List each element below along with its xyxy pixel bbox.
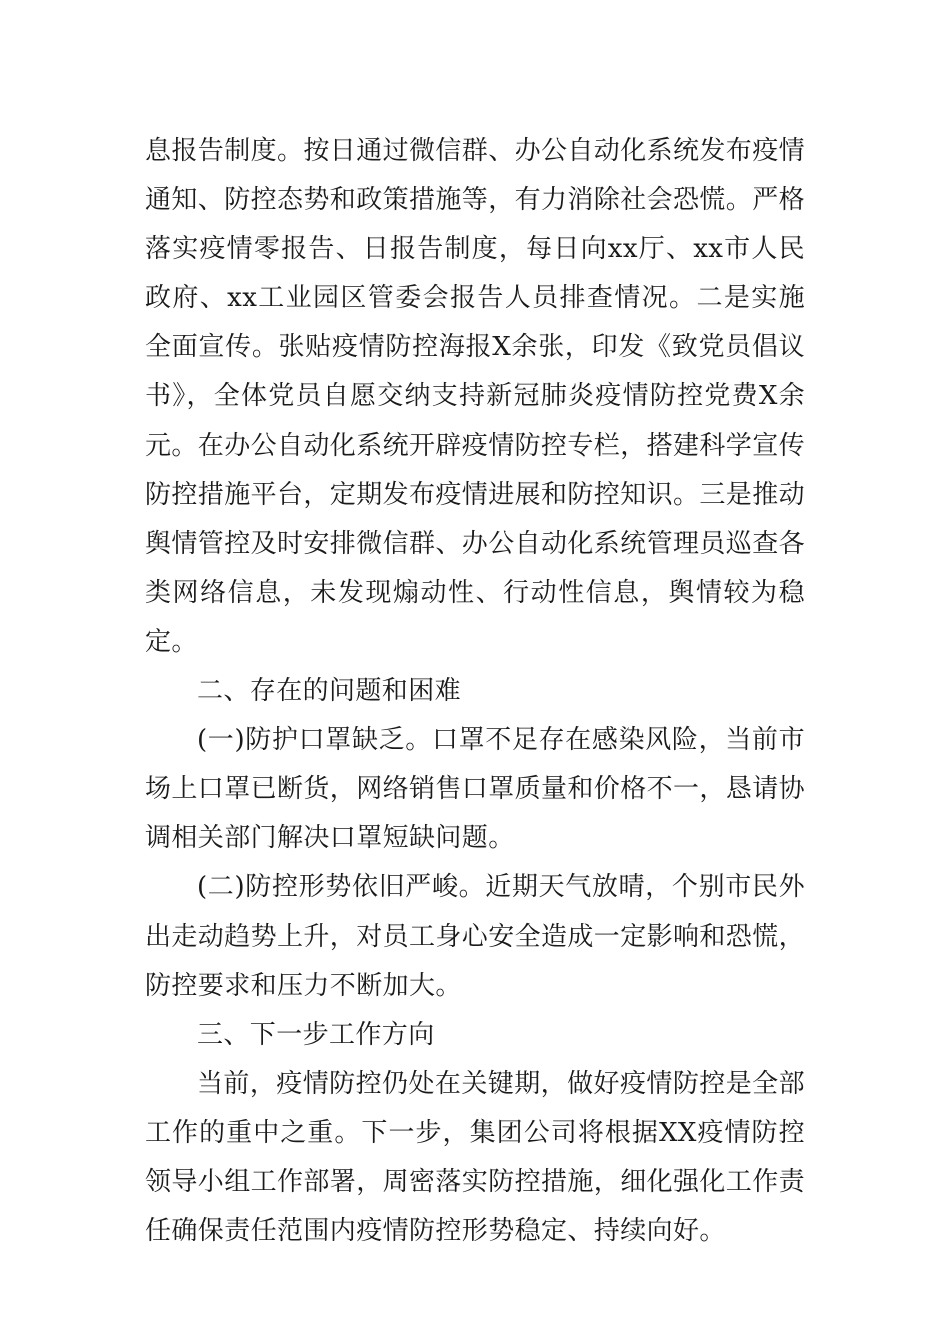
section-heading-next-steps: 三、下一步工作方向: [197, 1019, 435, 1050]
paragraph-severe-situation: (二)防控形势依旧严峻。近期天气放晴，个别市民外出走动趋势上升，对员工身心安全造成一定影响和恐慌，防控要求和压力不断加大。: [145, 872, 806, 1001]
paragraph-next-steps: 当前，疫情防控仍处在关键期，做好疫情防控是全部工作的重中之重。下一步，集团公司将根据XX疫情防控领导小组工作部署，周密落实防控措施，细化强化工作责任确保责任范围内疫情防控形势稳定、持续向好。: [145, 1068, 806, 1247]
document-body: [145, 127, 805, 1256]
paragraph-info-reporting: 息报告制度。按日通过微信群、办公自动化系统发布疫情通知、防控态势和政策措施等，有力消除社会恐慌。严格落实疫情零报告、日报告制度，每日向xx厅、xx市人民政府、xx工业园区管委会报告人员排查情况。二是实施全面宣传。张贴疫情防控海报X余张，印发《致党员倡议书》，全体党员自愿交纳支持新冠肺炎疫情防控党费X余元。在办公自动化系统开辟疫情防控专栏，搭建科学宣传防控措施平台，定期发布疫情进展和防控知识。三是推动舆情管控及时安排微信群、办公自动化系统管理员巡查各类网络信息，未发现煽动性、行动性信息，舆情较为稳定。: [145, 136, 806, 657]
section-heading-problems: 二、存在的问题和困难: [197, 676, 462, 707]
paragraph-mask-shortage: (一)防护口罩缺乏。口罩不足存在感染风险，当前市场上口罩已断货，网络销售口罩质量和价格不一，恳请协调相关部门解决口罩短缺问题。: [145, 725, 806, 854]
